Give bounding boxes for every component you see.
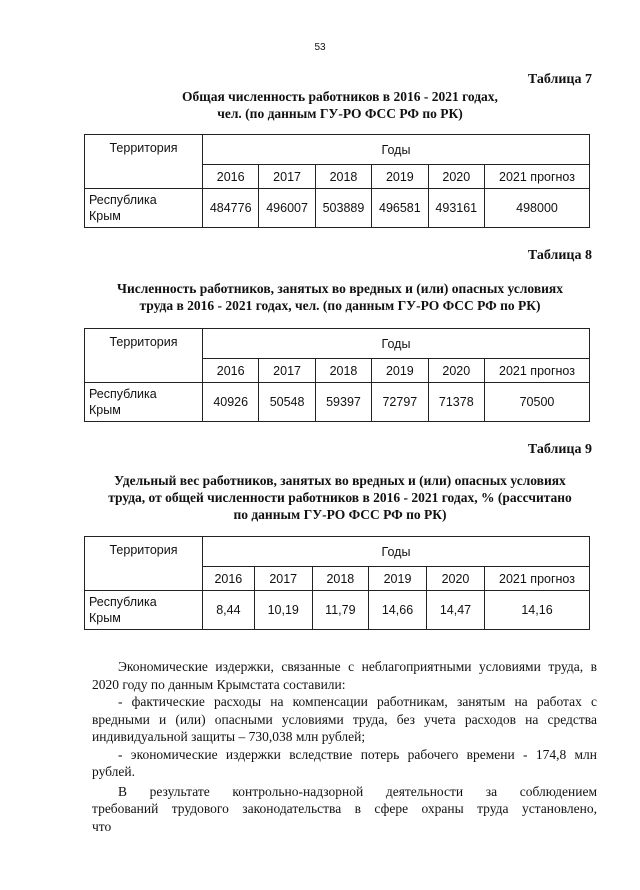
table-7 (84, 134, 590, 228)
page-number: 53 (314, 42, 326, 53)
table-9 (84, 536, 590, 630)
table-8-title-line: Численность работников, занятых во вредных и (или) опасных условиях (117, 281, 563, 296)
table-8 (84, 328, 590, 422)
table-7-title-line: Общая численность работников в 2016 - 2021 годах, (182, 89, 498, 104)
table-7-title (70, 88, 610, 122)
year-header: 2016 (203, 165, 259, 189)
table-9-title-line: труда, от общей численности работников в 2016 - 2021 годах, % (рассчитано (108, 490, 572, 505)
year-header: 2021 прогноз (485, 359, 590, 383)
year-header: 2020 (428, 165, 484, 189)
value-cell: 72797 (372, 383, 428, 422)
territory-line: Крым (89, 403, 121, 417)
year-header: 2019 (372, 165, 428, 189)
list-item: - фактические расходы на компенсации работникам, занятым на работах с вредными и (или) опасными условиями труда, без учета расходов на средства индивидуальной защиты – 730,038 млн рублей; (92, 694, 597, 744)
territory-cell (85, 189, 203, 228)
table-8-title-line: труда в 2016 - 2021 годах, чел. (по данным ГУ-РО ФСС РФ по РК) (139, 298, 541, 313)
table-row (85, 383, 590, 422)
value-cell: 40926 (203, 383, 259, 422)
year-header: 2017 (254, 567, 312, 591)
value-cell: 496007 (259, 189, 315, 228)
table-9-title-line: по данным ГУ-РО ФСС РФ по РК) (233, 507, 447, 522)
table-row (85, 591, 590, 630)
territory-header: Территория (85, 329, 203, 383)
territory-line: Республика (89, 193, 157, 207)
years-header: Годы (203, 329, 590, 359)
value-cell: 484776 (203, 189, 259, 228)
year-header: 2021 прогноз (485, 165, 590, 189)
year-header: 2018 (312, 567, 368, 591)
territory-header: Территория (85, 135, 203, 189)
value-cell: 14,66 (369, 591, 427, 630)
value-cell: 11,79 (312, 591, 368, 630)
value-cell: 71378 (428, 383, 484, 422)
value-cell: 8,44 (203, 591, 255, 630)
value-cell: 10,19 (254, 591, 312, 630)
table-9-title (70, 472, 610, 523)
year-header: 2020 (426, 567, 484, 591)
value-cell: 59397 (315, 383, 371, 422)
territory-line: Крым (89, 209, 121, 223)
table-8-caption: Таблица 8 (527, 248, 592, 263)
year-header: 2016 (203, 567, 255, 591)
value-cell: 70500 (485, 383, 590, 422)
value-cell: 14,16 (485, 591, 590, 630)
territory-line: Республика (89, 387, 157, 401)
year-header: 2017 (259, 359, 315, 383)
years-header: Годы (203, 537, 590, 567)
year-header: 2017 (259, 165, 315, 189)
table-9-caption: Таблица 9 (527, 442, 592, 457)
table-row (85, 189, 590, 228)
value-cell: 503889 (315, 189, 371, 228)
year-header: 2020 (428, 359, 484, 383)
value-cell: 14,47 (426, 591, 484, 630)
territory-header: Территория (85, 537, 203, 591)
year-header: 2019 (369, 567, 427, 591)
value-cell: 496581 (372, 189, 428, 228)
paragraph: В результате контрольно-надзорной деятельности за соблюдением требований трудового законодательства в сфере охраны труда установлено, что (92, 783, 597, 834)
table-8-title (70, 280, 610, 314)
year-header: 2016 (203, 359, 259, 383)
value-cell: 50548 (259, 383, 315, 422)
territory-cell (85, 383, 203, 422)
year-header: 2018 (315, 165, 371, 189)
body-text (92, 658, 597, 835)
territory-line: Крым (89, 611, 121, 625)
table-7-caption: Таблица 7 (527, 72, 592, 87)
value-cell: 498000 (485, 189, 590, 228)
table-9-title-line: Удельный вес работников, занятых во вредных и (или) опасных условиях (114, 473, 566, 488)
territory-cell (85, 591, 203, 630)
paragraph: Экономические издержки, связанные с неблагоприятными условиями труда, в 2020 году по данным Крымстата составили: (92, 659, 597, 692)
year-header: 2019 (372, 359, 428, 383)
year-header: 2018 (315, 359, 371, 383)
list-item: - экономические издержки вследствие потерь рабочего времени - 174,8 млн рублей. (92, 746, 597, 779)
years-header: Годы (203, 135, 590, 165)
territory-line: Республика (89, 595, 157, 609)
table-7-title-line: чел. (по данным ГУ-РО ФСС РФ по РК) (217, 106, 463, 121)
value-cell: 493161 (428, 189, 484, 228)
year-header: 2021 прогноз (485, 567, 590, 591)
